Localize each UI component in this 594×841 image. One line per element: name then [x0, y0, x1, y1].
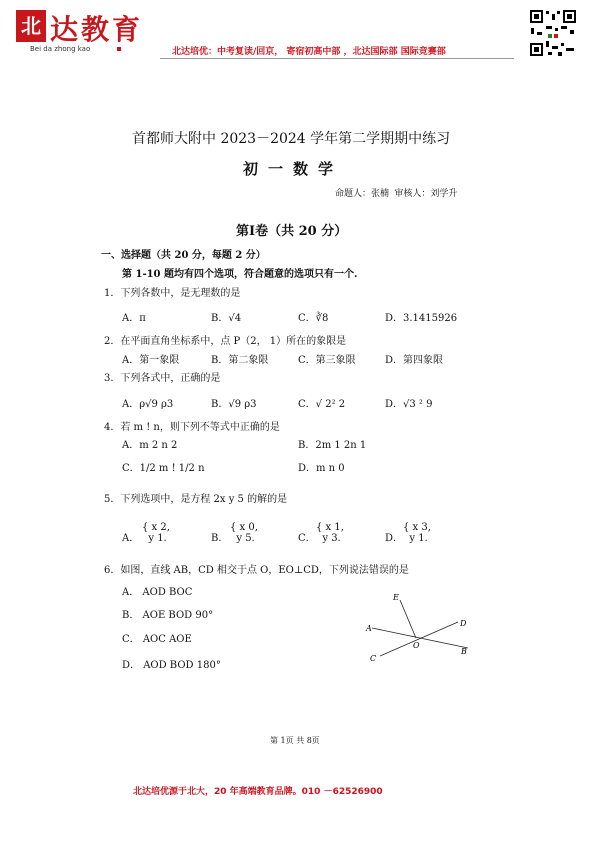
q5-option-c-system: { x 1, y 3.	[316, 522, 344, 544]
logo-mark: 北	[16, 10, 46, 42]
q4-option-a: A．m 2 n 2	[122, 440, 178, 451]
q4-option-c: C．1/2 m ! 1/2 n	[122, 463, 205, 474]
q1-stem: 1．下列各数中，是无理数的是	[104, 288, 241, 299]
q6-option-d: D． AOD BOD 180°	[122, 660, 221, 671]
qr-code-icon	[528, 8, 578, 58]
logo-dot	[117, 47, 121, 51]
q4-stem: 4．若 m ! n，则下列不等式中正确的是	[104, 422, 280, 433]
q2-option-d: D．第四象限	[385, 355, 444, 366]
q1-option-b: B．√4	[211, 313, 242, 324]
q5-option-a-system: { x 2, y 1.	[142, 522, 170, 544]
part-title: 第Ⅰ卷（共 20 分）	[236, 224, 348, 239]
section-instruction: 第 1-10 题均有四个选项，符合题意的选项只有一个.	[122, 269, 358, 280]
q6-option-b: B． AOE BOD 90°	[122, 610, 214, 621]
q3-option-a: A．ρ√9 ρ3	[122, 399, 174, 410]
q2-option-c: C．第三象限	[298, 355, 356, 366]
q5-option-b-label: B．	[211, 533, 229, 544]
exam-authors: 命题人：张楠 审核人：刘学升	[335, 189, 458, 199]
q5-stem: 5．下列选项中，是方程 2x y 5 的解的是	[104, 494, 288, 505]
q6-option-a: A． AOD BOC	[122, 587, 193, 598]
q1-option-a: A．π	[122, 313, 146, 324]
q5-option-d-system: { x 3, y 1.	[403, 522, 431, 544]
q1-option-c: C．∛8	[298, 313, 329, 324]
page-number: 第 1页 共 8页	[270, 736, 320, 745]
q4-option-b: B．2m 1 2n 1	[298, 440, 367, 451]
q3-option-c: C．√ 2² 2	[298, 399, 346, 410]
q1-option-d: D．3.1415926	[385, 313, 458, 324]
q4-option-d: D．m n 0	[298, 463, 345, 474]
exam-subject: 初一数学	[243, 160, 344, 178]
line-ab	[372, 628, 468, 648]
figure-label-e: E	[393, 593, 399, 602]
figure-label-b: B	[461, 647, 467, 656]
figure-label-a: A	[366, 624, 372, 633]
q6-option-c: C． AOC AOE	[122, 634, 192, 645]
footer-advert: 北达培优源于北大，20 年高端教育品牌。010 －62526900	[133, 787, 383, 797]
q2-stem: 2．在平面直角坐标系中，点 P（2， 1）所在的象限是	[104, 336, 347, 347]
exam-title: 首都师大附中 2023－2024 学年第二学期期中练习	[132, 131, 451, 147]
header-rule	[160, 58, 514, 59]
figure-label-d: D	[460, 619, 467, 628]
ray-oe	[400, 600, 416, 638]
header-banner: 北达培优：中考复读/回京， 寄宿初高中部 ，北达国际部 国际竞赛部	[172, 47, 446, 57]
q3-option-d: D．√3 ² 9	[385, 399, 433, 410]
q3-stem: 3．下列各式中，正确的是	[104, 373, 221, 384]
q6-stem: 6．如图，直线 AB，CD 相交于点 O，EO⊥CD，下列说法错误的是	[104, 565, 409, 576]
logo-text: 达教育	[50, 13, 144, 46]
figure-label-c: C	[370, 654, 377, 663]
section-heading: 一、选择题（共 20 分，每题 2 分）	[101, 250, 266, 261]
logo-subtitle: Bei da zhong kao	[30, 45, 91, 53]
q5-option-b-system: { x 0, y 5.	[230, 522, 258, 544]
q5-option-d-label: D．	[385, 533, 404, 544]
line-cd	[380, 622, 458, 656]
intersecting-lines-figure	[360, 588, 480, 668]
q5-option-a-label: A．	[122, 533, 140, 544]
q5-option-c-label: C．	[298, 533, 316, 544]
q2-option-a: A．第一象限	[122, 355, 180, 366]
q3-option-b: B．√9 ρ3	[211, 399, 257, 410]
figure-label-o: O	[413, 641, 420, 650]
q2-option-b: B．第二象限	[211, 355, 269, 366]
